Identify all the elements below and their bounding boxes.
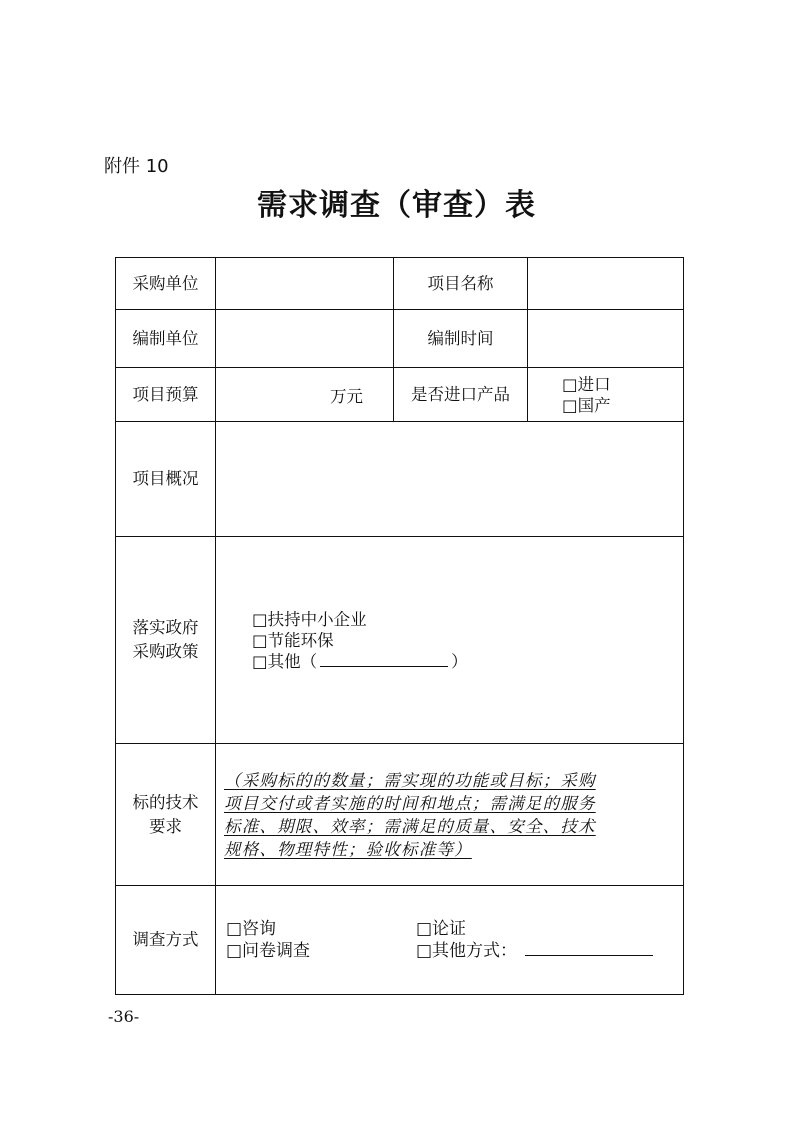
budget-label: 项目预算 [116, 368, 216, 422]
import-option-import[interactable]: □进口 [562, 374, 611, 394]
policy-other-blank[interactable] [320, 652, 448, 667]
policy-label-line2: 采购政策 [132, 642, 199, 661]
survey-option-consult[interactable]: □咨询 [226, 919, 277, 939]
compiler-field[interactable] [216, 310, 394, 368]
purchaser-field[interactable] [216, 258, 394, 310]
budget-field[interactable] [216, 368, 394, 422]
import-options [528, 368, 684, 422]
tech-label-line1: 标的技术 [132, 792, 199, 812]
table-row [116, 886, 684, 995]
survey-option-other[interactable] [416, 940, 653, 962]
table-row [116, 258, 684, 310]
page-number: -36- [108, 1007, 140, 1026]
tech-hint-line: 标准、期限、效率；需满足的质量、安全、技术 [224, 816, 596, 836]
policy-label-line1: 落实政府 [132, 618, 199, 637]
purchaser-label: 采购单位 [116, 258, 216, 310]
survey-option-argue[interactable]: □论证 [416, 919, 467, 939]
table-row [116, 537, 684, 744]
tech-hint-line: （采购标的的数量；需实现的功能或目标；采购 [224, 770, 596, 790]
policy-option-green[interactable]: □节能环保 [252, 630, 334, 650]
survey-form-table [115, 257, 684, 995]
table-row [116, 744, 684, 886]
table-row [116, 368, 684, 422]
compiler-label: 编制单位 [116, 310, 216, 368]
policy-label [116, 537, 216, 744]
policy-other-suffix: ） [451, 651, 468, 671]
survey-options [216, 886, 684, 995]
tech-hint-line: 项目交付或者实施的时间和地点；需满足的服务 [224, 793, 596, 813]
policy-option-sme[interactable]: □扶持中小企业 [252, 609, 367, 629]
policy-other-prefix: □其他（ [252, 651, 318, 671]
import-option-domestic[interactable]: □国产 [562, 395, 611, 415]
annex-label: 附件 10 [104, 156, 169, 177]
policy-options [216, 537, 684, 744]
tech-requirements-field[interactable] [216, 744, 684, 886]
budget-unit: 万元 [330, 386, 363, 406]
survey-other-blank[interactable] [525, 941, 653, 956]
survey-other-label: □其他方式： [416, 941, 518, 961]
policy-option-other[interactable] [252, 651, 683, 672]
table-row [116, 310, 684, 368]
tech-hint-line: 规格、物理特性；验收标准等） [224, 839, 472, 859]
table-row [116, 422, 684, 537]
overview-label: 项目概况 [116, 422, 216, 537]
tech-label-line2: 要求 [149, 816, 182, 836]
overview-field[interactable] [216, 422, 684, 537]
tech-label [116, 744, 216, 886]
survey-option-questionnaire[interactable]: □问卷调查 [226, 941, 311, 961]
survey-label: 调查方式 [116, 886, 216, 995]
compile-time-field[interactable] [528, 310, 684, 368]
compile-time-label: 编制时间 [394, 310, 528, 368]
import-label: 是否进口产品 [394, 368, 528, 422]
project-name-field[interactable] [528, 258, 684, 310]
project-name-label: 项目名称 [394, 258, 528, 310]
page-title: 需求调查（审查）表 [257, 188, 536, 223]
